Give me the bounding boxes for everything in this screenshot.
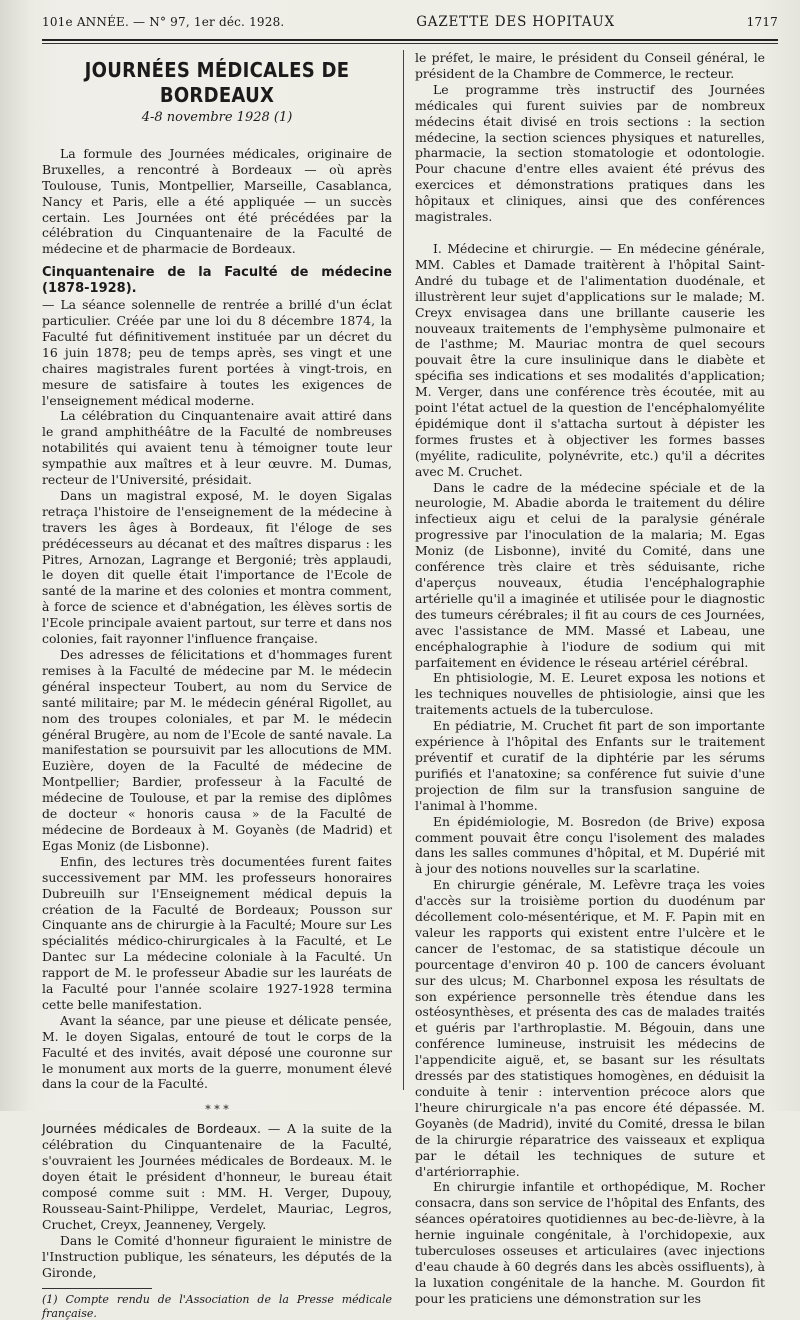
left-column [42,50,400,1320]
article-title: JOURNÉES MÉDICALES DE BORDEAUX [84,58,350,107]
paragraph: Des adresses de félicitations et d'hommages furent remises à la Faculté de médecine par M. le médecin général inspecteur Toubert, au nom du Service de santé militaire; par M. le médecin général Rigollet, au nom des troupes coloniales, et par M. le médecin général Brugère, au nom de l'Ecole de santé navale. La manifestation se poursuivit par les allocutions de MM. Euzière, doyen de la Faculté de médecine de Montpellier; Bardier, professeur à la Faculté de médecine de Toulouse, et par la remise des diplômes de docteur « honoris causa » de la Faculté de médecine de Bordeaux à M. Goyanès (de Madrid) et Egas Moniz (de Lisbonne). [42,647,392,853]
footnote: (1) Compte rendu de l'Association de la Presse médicale française. [42,1293,392,1320]
section-heading-journees: Journées médicales de Bordeaux. [42,1121,262,1137]
two-column-body [42,50,778,1320]
header-rule-thin [42,43,778,44]
paragraph: Avant la séance, par une pieuse et délicate pensée, M. le doyen Sigalas, entouré de tout le corps de la Faculté et des invités, avait déposé une couronne sur le monument aux morts de la guerre, monument élevé dans la cour de la Faculté. [42,1012,392,1092]
paragraph: La célébration du Cinquantenaire avait attiré dans le grand amphithéâtre de la Faculté de nombreuses notabilités qui avaient tenu à témoigner toute leur sympathie aux maîtres et à leur œuvre. M. Dumas, recteur de l'Université, présidait. [42,408,392,488]
paragraph: Dans le Comité d'honneur figuraient le ministre de l'Instruction publique, les sénateurs, les députés de la Gironde, [42,1232,392,1280]
paragraph: Dans un magistral exposé, M. le doyen Sigalas retraça l'histoire de l'enseignement de la médecine à travers les âges à Bordeaux, fit l'éloge de ses prédécesseurs au décanat et des maîtres disparus : les Pitres, Arnozan, Lagrange et Bergonié; très applaudi, le doyen dit quelle était l'importance de l'Ecole de santé de la marine et des colonies et montra comment, à force de science et d'abnégation, les élèves sortis de l'Ecole principale avaient partout, sur terre et dans nos colonies, fait rayonner l'influence française. [42,487,392,647]
journal-name: GAZETTE DES HOPITAUX [416,14,615,30]
issue-info: 101e ANNÉE. — N° 97, 1er déc. 1928. [42,15,285,29]
paragraph: En phtisiologie, M. E. Leuret exposa les notions et les techniques nouvelles de phtisiologie, ainsi que les traitements actuels de la tuberculose. [415,670,765,718]
paragraph: Le programme très instructif des Journées médicales qui furent suivies par de nombreux médecins était divisé en trois sections : la section médecine, la section sciences physiques et naturelles, pharmacie, la section stomatologie et odontologie. Pour chacune d'entre elles avaient été prévus des exercices et démonstrations pratiques dans les hôpitaux et cliniques, ainsi que des conférences magistrales. [415,81,765,225]
page-number: 1717 [746,15,778,29]
paragraph: En épidémiologie, M. Bosredon (de Brive) exposa comment pouvait être conçu l'isolement des malades dans les salles communes d'hôpital, et M. Dupérié mit à jour des notions nouvelles sur la scarlatine. [415,813,765,877]
paragraph: — La séance solennelle de rentrée a brillé d'un éclat particulier. Créée par une loi du 8 décembre 1874, la Faculté fut définitivement instituée par un décret du 16 juin 1878; peu de temps après, ses vingt et une chaires magistrales furent portées à vingt-trois, en mesure de satisfaire à toutes les exigences de l'enseignement médical moderne. [42,297,392,408]
paragraph: La formule des Journées médicales, originaire de Bruxelles, a rencontré à Bordeaux — où après Toulouse, Tunis, Montpellier, Marseille, Casablanca, Nancy et Paris, elle a été appliquée — un succès certain. Les Journées ont été précédées par la célébration du Cinquantenaire de la Faculté de médecine et de pharmacie de Bordeaux. [42,145,392,257]
paragraph: le préfet, le maire, le président du Conseil général, le président de la Chambre de Commerce, le recteur. [415,50,765,81]
article-subtitle: 4-8 novembre 1928 (1) [141,110,293,125]
footnote-rule [42,1288,152,1289]
section-ornament: * * * [205,1103,229,1117]
paragraph: En pédiatrie, M. Cruchet fit part de son importante expérience à l'hôpital des Enfants sur le traitement préventif et curatif de la diphtérie par les sérums purifiés et l'anatoxine; sa conférence fut suivie d'une projection de film sur la transfusion sanguine de l'animal à l'homme. [415,718,765,813]
header-rule [42,39,778,41]
column-divider [403,50,404,1090]
paragraph: I. Médecine et chirurgie. — En médecine générale, MM. Cables et Damade traitèrent à l'hôpital Saint-André du tubage et de l'alimentation duodénale, et illustrèrent leur sujet d'applications sur le malade; M. Creyx envisagea dans une brillante causerie les nouveaux traitements de l'emphysème pulmonaire et de l'asthme; M. Mauriac montra de quel secours pouvait être la cure insulinique dans le diabète et spécifia ses indications et ses modalités d'application; M. Verger, dans une conférence très écoutée, mit au point l'état actuel de la question de l'encéphalomyélite épidémique dont il s'attacha surtout à dépister les formes frustes et à objectiver les formes basses (myélite, radiculite, polynévrite, etc.) qu'il a décrites avec M. Cruchet. [415,240,765,479]
section-heading-cinquantenaire: Cinquantenaire de la Faculté de médecine (1878-1928). [42,265,392,297]
paragraph: En chirurgie générale, M. Lefèvre traça les voies d'accès sur la troisième portion du duodénum par décollement colo-mésentérique, et M. F. Papin mit en valeur les rapports qui existent entre l'ulcère et le cancer de l'estomac, de sa statistique découle un pourcentage d'environ 40 p. 100 de cancers évoluant sur des ulcus; M. Charbonnel exposa les résultats de son expérience personnelle très étendue dans les ostéosynthèses, et présenta des cas de malades traités et guéris par l'arthroplastie. M. Bégouin, dans une conférence lumineuse, instruisit les médecins de l'appendicite aiguë, et, se basant sur les résultats dressés par des statistiques homogènes, en déduisit la conduite à tenir : intervention précoce alors que l'heure chirurgicale n'a pas encore été dépassée. M. Goyanès (de Madrid), invité du Comité, dressa le bilan de la chirurgie réparatrice des vaisseaux et expliqua par le détail les techniques de suture et d'artériorraphie. [415,877,765,1179]
paragraph: Enfin, des lectures très documentées furent faites successivement par MM. les professeurs honoraires Dubreuilh sur l'Enseignement médical depuis la création de la Faculté de Bordeaux; Pousson sur Cinquante ans de chirurgie à la Faculté; Moure sur Les spécialités médico-chirurgicales à la Faculté, et Le Dantec sur La médecine coloniale à la Faculté. Un rapport de M. le professeur Abadie sur les lauréats de la Faculté pour l'année scolaire 1927-1928 termina cette belle manifestation. [42,853,392,1012]
paragraph: En chirurgie infantile et orthopédique, M. Rocher consacra, dans son service de l'hôpital des Enfants, des séances opératoires quotidiennes au bec-de-lièvre, à la hernie inguinale congénitale, à l'orchidopexie, aux tuberculoses osseuses et articulaires (avec injections d'eau chaude à 60 degrés dans les abcès ossifluents), à la luxation congénitale de la hanche. M. Gourdon fit pour les praticiens une démonstration sur les [415,1179,765,1306]
paragraph: Dans le cadre de la médecine spéciale et de la neurologie, M. Abadie aborda le traitement du délire infectieux aigu et celui de la paralysie générale progressive par l'inoculation de la malaria; M. Egas Moniz (de Lisbonne), invité du Comité, dans une conférence très claire et très séduisante, riche d'aperçus nouveaux, étudia l'encéphalographie artérielle qu'il a imaginée et utilisée pour le diagnostic des tumeurs cérébrales; il fit au cours de ces Journées, avec l'assistance de MM. Massé et Labeau, une encéphalographie à l'iodure de sodium qui mit parfaitement en évidence le réseau artériel cérébral. [415,479,765,670]
paragraph: — A la suite de la célébration du Cinquantenaire de la Faculté, s'ouvraient les Journées médicales de Bordeaux. M. le doyen était le président d'honneur, le bureau était composé comme suit : MM. H. Verger, Dupouy, Rousseau-Saint-Philippe, Verdelet, Mauriac, Legros, Cruchet, Creyx, Jeanneney, Vergely. [42,1121,392,1232]
right-column [407,50,765,1306]
running-header [42,14,778,36]
